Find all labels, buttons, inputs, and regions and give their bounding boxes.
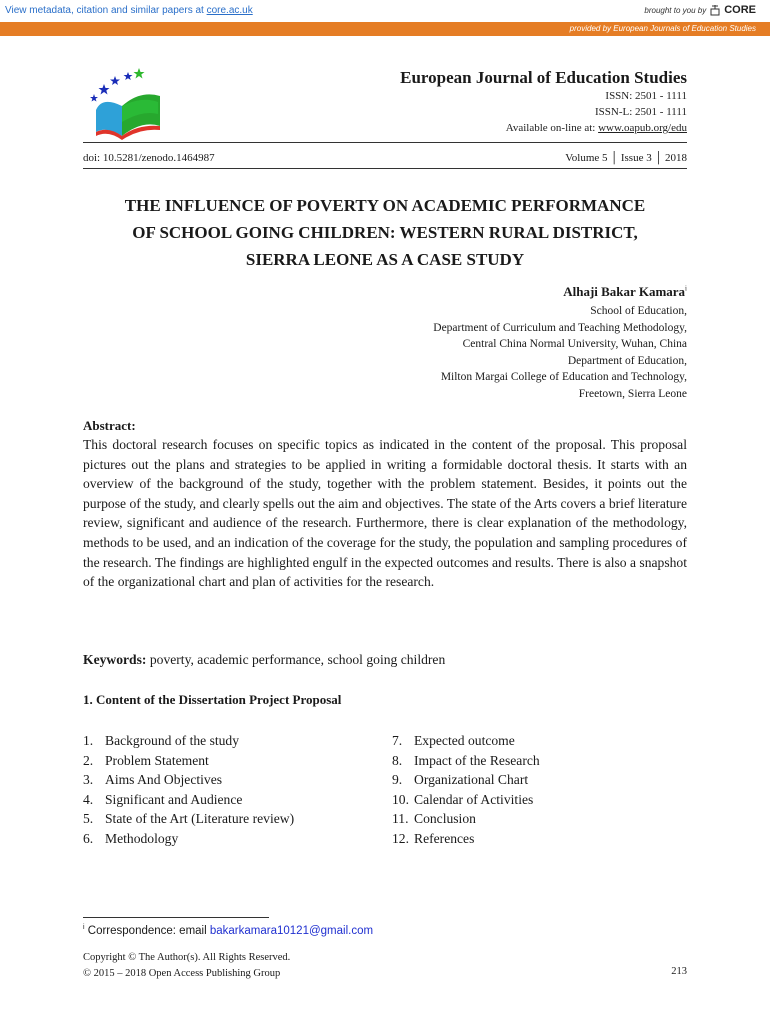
toc-num: 10. bbox=[392, 791, 409, 807]
header-divider-bottom bbox=[83, 168, 687, 169]
toc-num: 4. bbox=[83, 791, 94, 807]
online-availability bbox=[506, 122, 687, 134]
toc-num: 5. bbox=[83, 811, 94, 827]
affiliation-line: School of Education, bbox=[590, 305, 687, 317]
doi: doi: 10.5281/zenodo.1464987 bbox=[83, 152, 215, 164]
online-label: Available on-line at: bbox=[505, 122, 596, 134]
toc-item bbox=[83, 731, 294, 751]
title-line: OF SCHOOL GOING CHILDREN: WESTERN RURAL DISTRICT, bbox=[132, 223, 638, 242]
affiliation-line: Central China Normal University, Wuhan, China bbox=[462, 338, 687, 350]
toc-item bbox=[392, 770, 540, 790]
toc-item bbox=[83, 751, 294, 771]
journal-name: European Journal of Education Studies bbox=[400, 68, 687, 87]
brought-by-label: brought to you by bbox=[644, 5, 707, 15]
abstract-heading: Abstract: bbox=[83, 418, 136, 433]
footnote-label: Correspondence: email bbox=[87, 924, 207, 937]
page-number: 213 bbox=[671, 966, 687, 977]
toc-text: Problem Statement bbox=[105, 752, 209, 768]
toc-num: 7. bbox=[392, 733, 403, 748]
toc-text: Background of the study bbox=[105, 733, 240, 748]
core-metadata-text bbox=[5, 5, 253, 16]
toc-right-list bbox=[392, 731, 540, 849]
correspondence-email-link[interactable]: bakarkamara10121@gmail.com bbox=[209, 924, 374, 937]
toc-item bbox=[392, 731, 540, 751]
core-label[interactable]: CORE bbox=[724, 4, 756, 16]
journal-url-link[interactable]: www.oapub.org/edu bbox=[598, 122, 687, 134]
toc-num: 9. bbox=[392, 772, 403, 788]
toc-text: State of the Art (Literature review) bbox=[105, 811, 295, 827]
toc-item bbox=[392, 751, 540, 771]
toc-item bbox=[83, 829, 294, 849]
title-line: THE INFLUENCE OF POVERTY ON ACADEMIC PERFORMANCE bbox=[124, 196, 646, 215]
toc-num: 11. bbox=[392, 811, 409, 827]
core-link[interactable]: core.ac.uk bbox=[206, 5, 253, 16]
header-divider bbox=[83, 142, 687, 143]
issn: ISSN: 2501 - 1111 bbox=[605, 90, 687, 102]
toc-text: Organizational Chart bbox=[414, 772, 529, 788]
keywords-text: poverty, academic performance, school going children bbox=[149, 652, 446, 667]
section-heading: 1. Content of the Dissertation Project Proposal bbox=[83, 692, 342, 707]
toc-item bbox=[392, 790, 540, 810]
toc-text: Conclusion bbox=[414, 811, 476, 827]
toc-text: Expected outcome bbox=[414, 733, 515, 748]
affiliation bbox=[433, 303, 687, 402]
keywords-label: Keywords: bbox=[83, 652, 147, 667]
issn-l: ISSN-L: 2501 - 1111 bbox=[595, 106, 687, 118]
provided-by-text: provided by European Journals of Education Studies bbox=[569, 24, 756, 33]
author-text: Alhaji Bakar Kamara bbox=[563, 284, 686, 299]
toc-item bbox=[392, 809, 540, 829]
title-line: SIERRA LEONE AS A CASE STUDY bbox=[245, 250, 525, 269]
toc-item bbox=[392, 829, 540, 849]
affiliation-line: Department of Education, bbox=[567, 354, 687, 367]
toc-num: 3. bbox=[83, 772, 94, 788]
paper-title bbox=[83, 192, 687, 273]
brought-by bbox=[644, 4, 756, 16]
footnote-divider bbox=[83, 917, 269, 918]
toc-text: Calendar of Activities bbox=[414, 791, 534, 807]
provided-by-bar bbox=[0, 22, 770, 36]
toc-left-list bbox=[83, 731, 294, 849]
toc-num: 1. bbox=[83, 733, 94, 748]
toc-num: 2. bbox=[83, 752, 94, 768]
core-logo-icon bbox=[709, 4, 721, 16]
journal-logo-icon bbox=[82, 66, 164, 142]
copyright-line: © 2015 – 2018 Open Access Publishing Group bbox=[83, 968, 281, 979]
toc-text: Methodology bbox=[105, 830, 179, 846]
toc-text: Aims And Objectives bbox=[105, 772, 223, 788]
volume-issue: Volume 5 │ Issue 3 │ 2018 bbox=[565, 152, 687, 164]
toc-text: References bbox=[414, 830, 475, 846]
toc-num: 12. bbox=[392, 830, 409, 846]
affiliation-line: Department of Curriculum and Teaching Methodology, bbox=[433, 321, 687, 334]
metadata-label: View metadata, citation and similar papers at bbox=[5, 5, 204, 16]
author-name bbox=[563, 284, 687, 300]
footnote-mark: i bbox=[83, 924, 85, 931]
footnote bbox=[83, 924, 373, 937]
toc-text: Significant and Audience bbox=[105, 791, 243, 807]
affiliation-line: Freetown, Sierra Leone bbox=[578, 387, 687, 400]
toc-num: 6. bbox=[83, 830, 94, 846]
toc-num: 8. bbox=[392, 752, 403, 768]
core-top-bar bbox=[0, 0, 770, 22]
keywords bbox=[83, 652, 445, 668]
toc-item bbox=[83, 790, 294, 810]
toc-text: Impact of the Research bbox=[414, 752, 540, 768]
copyright bbox=[83, 950, 290, 982]
copyright-line: Copyright © The Author(s). All Rights Reserved. bbox=[83, 952, 291, 963]
abstract-text: This doctoral research focuses on specific topics as indicated in the content of the proposal. This proposal pictures out the plans and strategies to be applied in writing a formidable doctoral thesis. It starts with an overview of the background of the study, together with the problem statement. Besides, it points out the purpose of the study, and clearly spells out the aim and objectives. The state of the Arts covers a brief literature review, significant and audience of the research. Furthermore, there is clear explanation of the methodology, methods to be used, and an indication of the coverage for the study, the population and sampling procedures of the research. The findings are highlighted engulf in the expected outcomes and results. There is also a snapshot of the organizational chart and plan of activities for the research. bbox=[83, 437, 687, 590]
affiliation-line: Milton Margai College of Education and Technology, bbox=[440, 371, 687, 383]
toc-item bbox=[83, 770, 294, 790]
author-footnote-mark: i bbox=[685, 284, 687, 293]
toc-item bbox=[83, 809, 294, 829]
